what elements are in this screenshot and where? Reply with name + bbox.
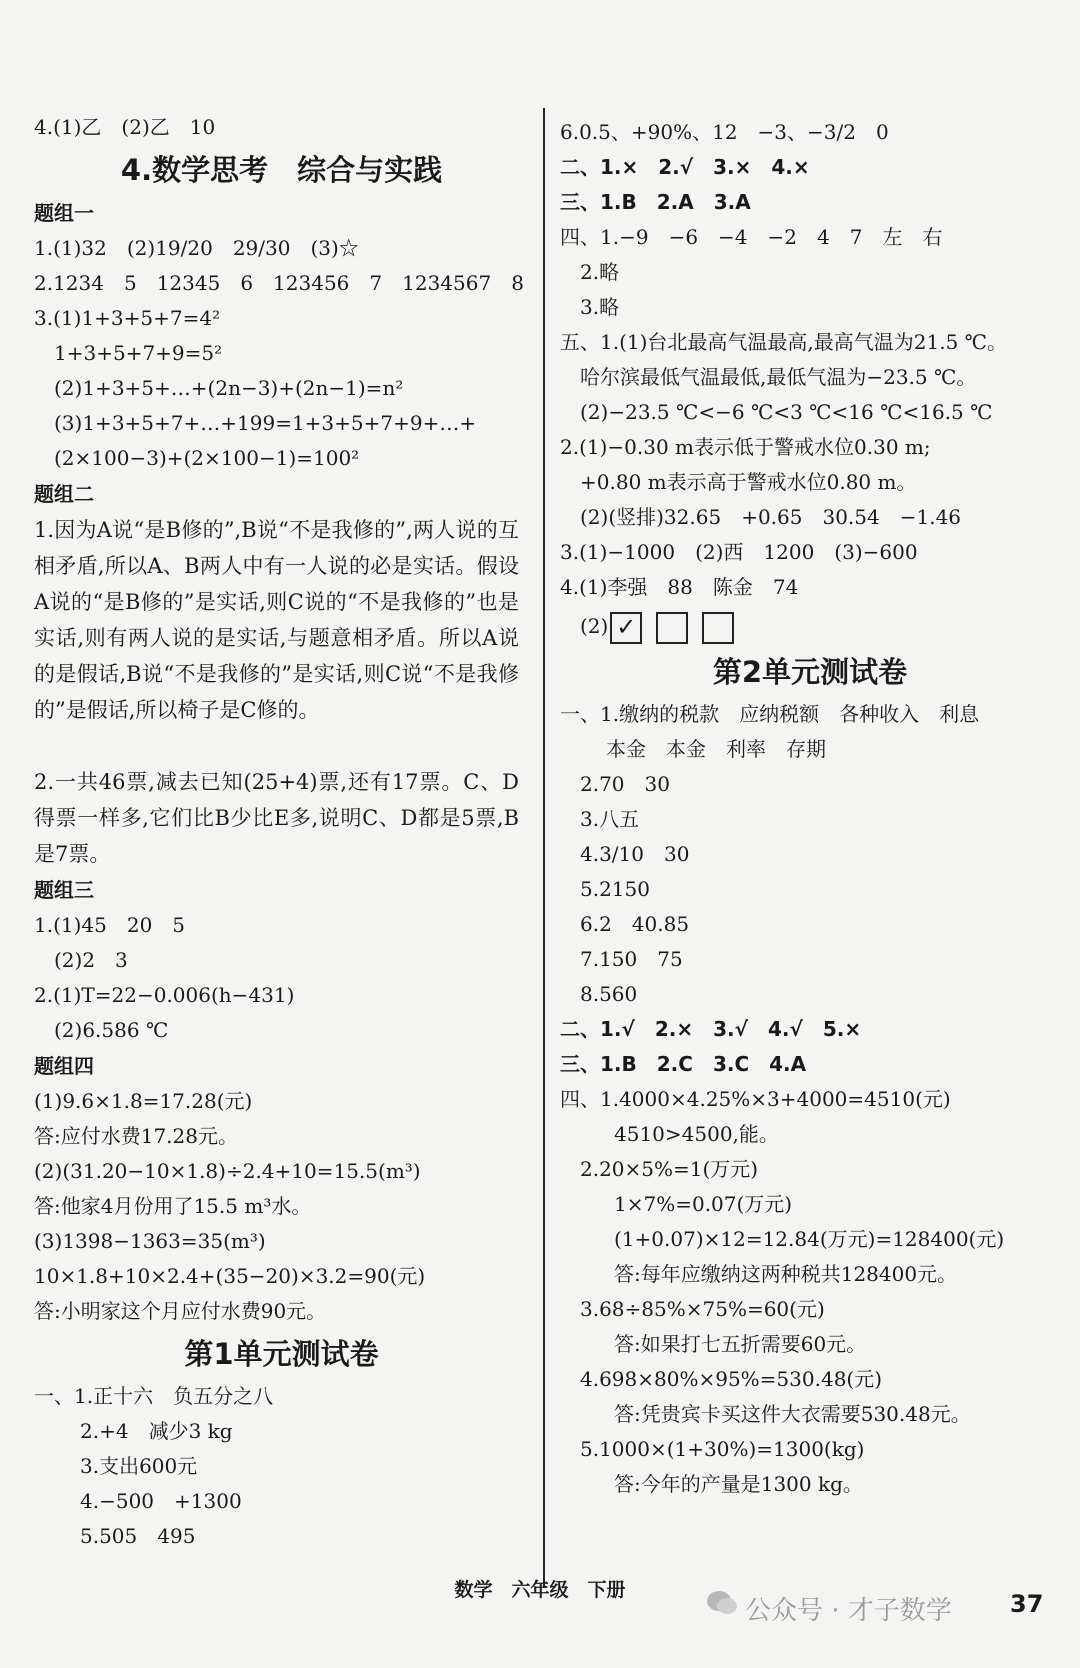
answer-line: 5.505 495 <box>80 1524 196 1548</box>
answer-line: 5.1000×(1+30%)=1300(kg) <box>580 1437 865 1461</box>
answer-line: 4510>4500,能。 <box>614 1122 779 1146</box>
answer-line: 6.0.5、+90%、12 −3、−3/2 0 <box>560 120 889 144</box>
watermark: 公众号 · 才子数学 <box>745 1596 952 1626</box>
answer-line: (2)1+3+5+…+(2n−3)+(2n−1)=n² <box>54 376 404 400</box>
answer-line: 1.(1)45 20 5 <box>34 913 186 937</box>
answer-line: 7.150 75 <box>580 947 683 971</box>
answer-line: 2.20×5%=1(万元) <box>580 1157 759 1181</box>
answer-paragraph: 1.因为A说“是B修的”,B说“不是我修的”,两人说的互相矛盾,所以A、B两人中有一人说的必是实话。假设A说的“是B修的”是实话,则C说的“不是我修的”也是实话,则有两人说的是实话,与题意相矛盾。所以A说的是假话,B说“不是我修的”是实话,则C说“不是我修的”是假话,所以椅子是C修的。 <box>34 518 519 722</box>
left-column <box>34 110 529 1554</box>
answer-line: 4.(1)乙 (2)乙 10 <box>34 115 216 139</box>
answer-line: (3)1+3+5+7+…+199=1+3+5+7+9+…+ <box>54 411 477 435</box>
answer-line: 答:他家4月份用了15.5 m³水。 <box>34 1194 312 1218</box>
answer-line: 1×7%=0.07(万元) <box>614 1192 793 1216</box>
group-heading: 题组一 <box>34 201 94 225</box>
answer-line: (2)6.586 ℃ <box>54 1018 169 1042</box>
answer-line: 一、1.缴纳的税款 应纳税额 各种收入 利息 <box>560 702 980 726</box>
page-number: 37 <box>1010 1590 1044 1618</box>
answer-line: 哈尔滨最低气温最低,最低气温为−23.5 ℃。 <box>580 365 977 389</box>
answer-line: (1+0.07)×12=12.84(万元)=128400(元) <box>614 1227 1005 1251</box>
answer-line: 2.略 <box>580 260 620 284</box>
answer-line: 四、1.4000×4.25%×3+4000=4510(元) <box>560 1087 951 1111</box>
unit2-title: 第2单元测试卷 <box>712 655 908 689</box>
answer-line: 2.1234 5 12345 6 123456 7 1234567 8 <box>34 271 524 295</box>
answer-line: (2)2 3 <box>54 948 128 972</box>
answer-line: 四、1.−9 −6 −4 −2 4 7 左 右 <box>560 225 943 249</box>
answer-line: 1.(1)32 (2)19/20 29/30 (3)☆ <box>34 236 359 260</box>
answer-line: 3.(1)1+3+5+7=4² <box>34 306 221 330</box>
answer-line: 3.支出600元 <box>80 1454 198 1478</box>
answer-line: 5.2150 <box>580 877 650 901</box>
answer-line: 4.−500 +1300 <box>80 1489 242 1513</box>
answer-line: 答:每年应缴纳这两种税共128400元。 <box>614 1262 958 1286</box>
answer-line: 答:小明家这个月应付水费90元。 <box>34 1299 327 1323</box>
empty-box <box>656 612 688 644</box>
answer-line: 一、1.正十六 负五分之八 <box>34 1384 274 1408</box>
answer-line: 2.(1)−0.30 m表示低于警戒水位0.30 m; <box>560 435 931 459</box>
answer-line: 10×1.8+10×2.4+(35−20)×3.2=90(元) <box>34 1264 426 1288</box>
answer-line: +0.80 m表示高于警戒水位0.80 m。 <box>580 470 917 494</box>
answer-line: 2.70 30 <box>580 772 670 796</box>
answer-line: (2×100−3)+(2×100−1)=100² <box>54 446 360 470</box>
answer-line: (2)(竖排)32.65 +0.65 30.54 −1.46 <box>580 505 962 529</box>
answer-line: 3.68÷85%×75%=60(元) <box>580 1297 825 1321</box>
answer-line: 1+3+5+7+9=5² <box>54 341 223 365</box>
answer-line: (2)−23.5 ℃<−6 ℃<3 ℃<16 ℃<16.5 ℃ <box>580 400 993 424</box>
answer-line: 答:如果打七五折需要60元。 <box>614 1332 867 1356</box>
answer-line: 三、1.B 2.C 3.C 4.A <box>560 1052 807 1076</box>
checkbox-row <box>560 605 1060 647</box>
group-heading: 题组四 <box>34 1054 94 1078</box>
answer-line: 3.八五 <box>580 807 640 831</box>
answer-line: 4.3/10 30 <box>580 842 690 866</box>
answer-line: 答:应付水费17.28元。 <box>34 1124 238 1148</box>
group-heading: 题组二 <box>34 482 94 506</box>
answer-line: (1)9.6×1.8=17.28(元) <box>34 1089 253 1113</box>
answer-line: 二、1.√ 2.× 3.√ 4.√ 5.× <box>560 1017 862 1041</box>
answer-paragraph: 2.一共46票,减去已知(25+4)票,还有17票。C、D得票一样多,它们比B少比E多,说明C、D都是5票,B是7票。 <box>34 770 519 866</box>
answer-line: (2)(31.20−10×1.8)÷2.4+10=15.5(m³) <box>34 1159 421 1183</box>
answer-line: 答:今年的产量是1300 kg。 <box>614 1472 863 1496</box>
chat-icon <box>705 1588 739 1618</box>
page-footer: 数学 六年级 下册 <box>454 1579 626 1601</box>
answer-line: 4.698×80%×95%=530.48(元) <box>580 1367 883 1391</box>
checked-box: ✓ <box>610 612 642 644</box>
empty-box <box>702 612 734 644</box>
answer-line: 8.560 <box>580 982 638 1006</box>
answer-line: 2.(1)T=22−0.006(h−431) <box>34 983 295 1007</box>
answer-line: 三、1.B 2.A 3.A <box>560 190 751 214</box>
unit1-title: 第1单元测试卷 <box>184 1337 379 1371</box>
answer-line: (3)1398−1363=35(m³) <box>34 1229 266 1253</box>
answer-line: 五、1.(1)台北最高气温最高,最高气温为21.5 ℃。 <box>560 330 1008 354</box>
answer-line: 4.(1)李强 88 陈金 74 <box>560 575 799 599</box>
right-column <box>560 115 1060 1502</box>
answer-line: 3.略 <box>580 295 620 319</box>
column-divider <box>543 108 545 1588</box>
checkbox-label: (2) <box>580 614 609 638</box>
group-heading: 题组三 <box>34 878 94 902</box>
answer-line: 6.2 40.85 <box>580 912 690 936</box>
section-title: 4.数学思考 综合与实践 <box>120 153 443 187</box>
answer-line: 3.(1)−1000 (2)西 1200 (3)−600 <box>560 540 918 564</box>
answer-line: 2.+4 减少3 kg <box>80 1419 233 1443</box>
answer-line: 二、1.× 2.√ 3.× 4.× <box>560 155 810 179</box>
answer-line: 本金 本金 利率 存期 <box>606 737 826 761</box>
answer-line: 答:凭贵宾卡买这件大衣需要530.48元。 <box>614 1402 971 1426</box>
